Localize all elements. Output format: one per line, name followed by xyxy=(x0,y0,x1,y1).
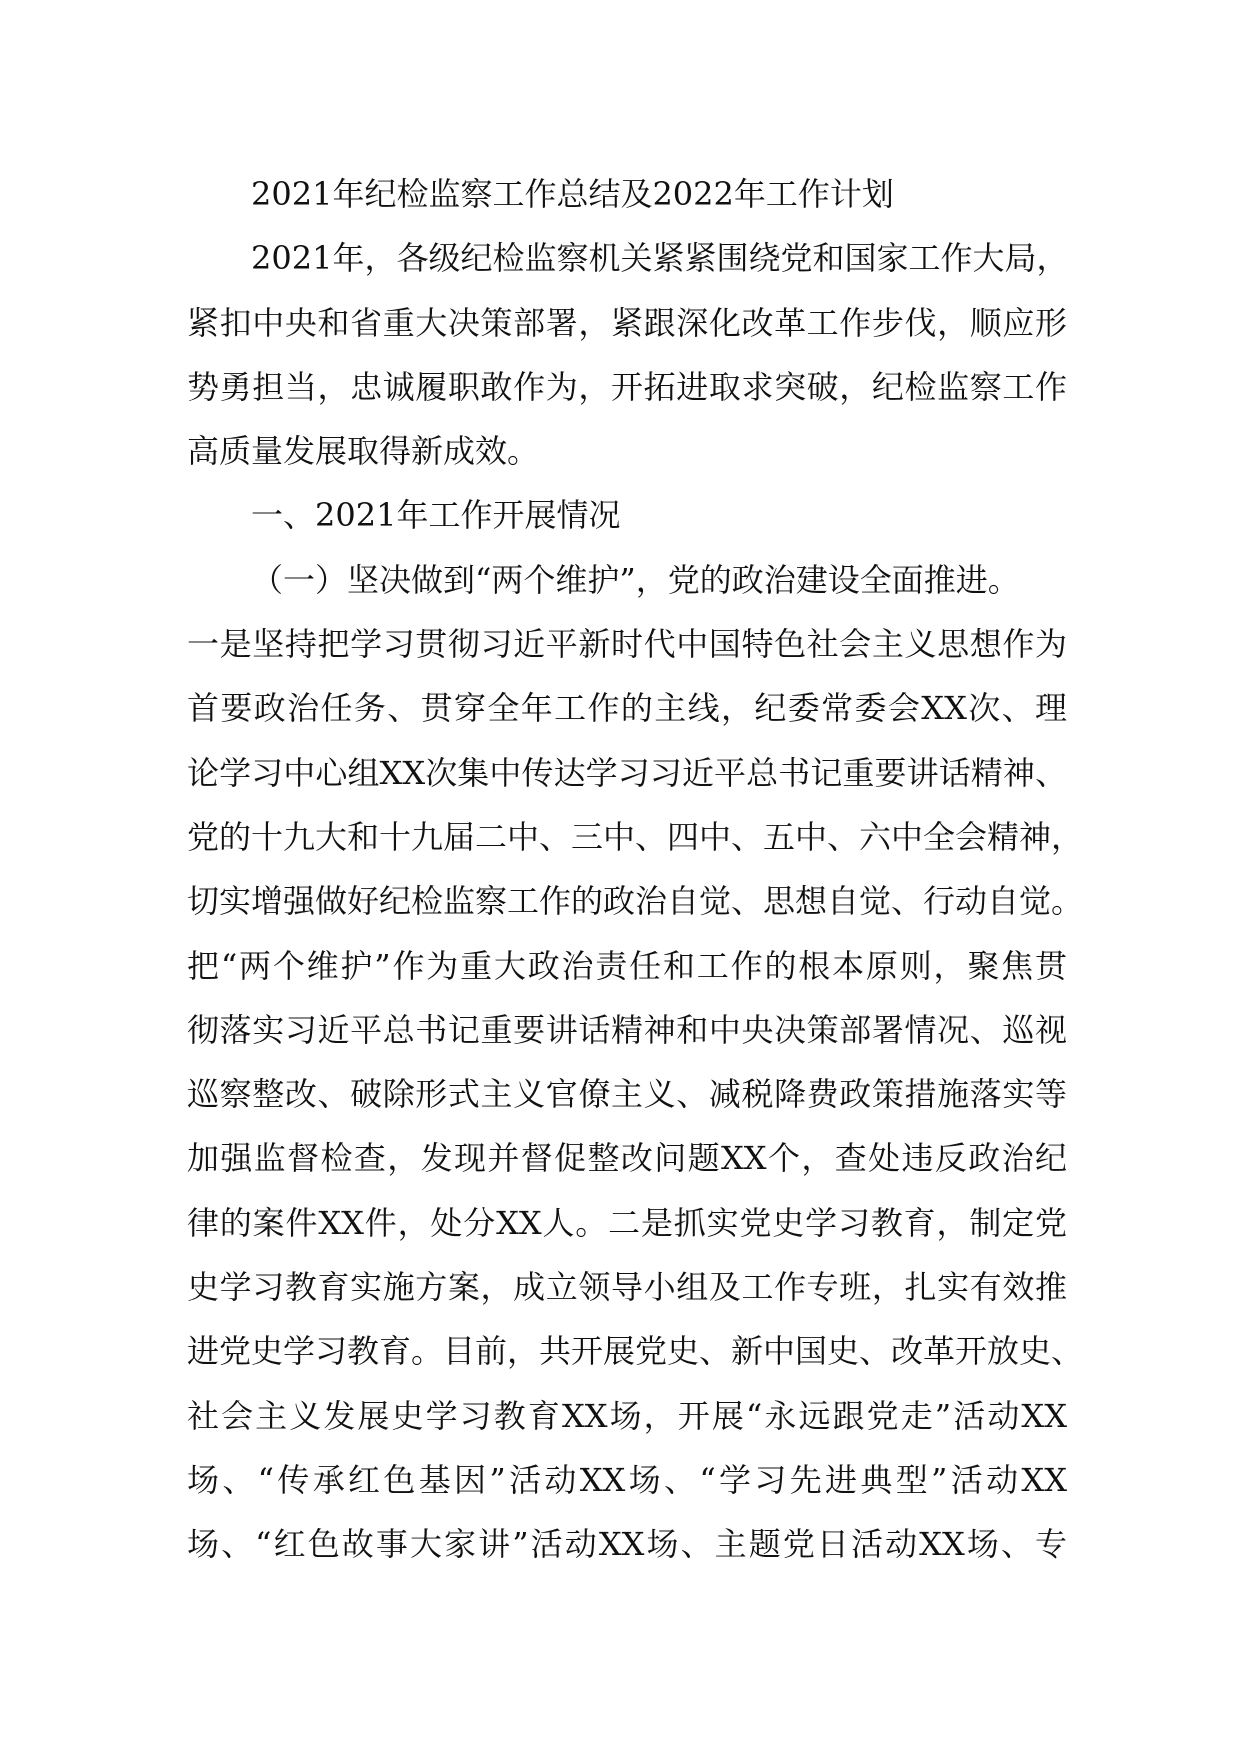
subsection-line: 加强监督检查，发现并督促整改问题XX个，查处违反政治纪 xyxy=(187,1139,1067,1178)
subsection-line: 场、“传承红色基因”活动XX场、“学习先进典型”活动XX xyxy=(187,1460,1067,1499)
document-title: 2021年纪检监察工作总结及2022年工作计划 xyxy=(251,175,894,213)
subsection-line: 社会主义发展史学习教育XX场，开展“永远跟党走”活动XX xyxy=(187,1396,1067,1435)
subsection-line: 一是坚持把学习贯彻习近平新时代中国特色社会主义思想作为 xyxy=(187,625,1067,664)
subsection-line: 切实增强做好纪检监察工作的政治自觉、思想自觉、行动自觉。 xyxy=(187,882,1084,921)
subsection-line: 论学习中心组XX次集中传达学习习近平总书记重要讲话精神、 xyxy=(187,753,1067,792)
subsection-line: 律的案件XX件，处分XX人。二是抓实党史学习教育，制定党 xyxy=(187,1203,1067,1242)
subsection-line: 党的十九大和十九届二中、三中、四中、五中、六中全会精神， xyxy=(187,817,1084,856)
subsection-line: 把“两个维护”作为重大政治责任和工作的根本原则，聚焦贯 xyxy=(187,946,1067,985)
subsection-line: 场、“红色故事大家讲”活动XX场、主题党日活动XX场、专 xyxy=(187,1525,1067,1564)
section-heading: 一、2021年工作开展情况 xyxy=(251,496,621,535)
intro-line: 紧扣中央和省重大决策部署，紧跟深化改革工作步伐，顺应形 xyxy=(187,303,1067,342)
subsection-line: （一）坚决做到“两个维护”，党的政治建设全面推进。 xyxy=(251,560,1020,599)
intro-line: 高质量发展取得新成效。 xyxy=(187,432,540,471)
intro-line: 势勇担当，忠诚履职敢作为，开拓进取求突破，纪检监察工作 xyxy=(187,367,1067,406)
subsection-line: 巡察整改、破除形式主义官僚主义、减税降费政策措施落实等 xyxy=(187,1075,1067,1114)
subsection-line: 进党史学习教育。目前，共开展党史、新中国史、改革开放史、 xyxy=(187,1332,1084,1371)
subsection-line: 史学习教育实施方案，成立领导小组及工作专班，扎实有效推 xyxy=(187,1268,1067,1307)
subsection-line: 首要政治任务、贯穿全年工作的主线，纪委常委会XX次、理 xyxy=(187,689,1067,728)
intro-line: 2021年，各级纪检监察机关紧紧围绕党和国家工作大局， xyxy=(251,239,1069,278)
document-body xyxy=(187,162,1084,1577)
subsection-line: 彻落实习近平总书记重要讲话精神和中央决策部署情况、巡视 xyxy=(187,1010,1067,1049)
